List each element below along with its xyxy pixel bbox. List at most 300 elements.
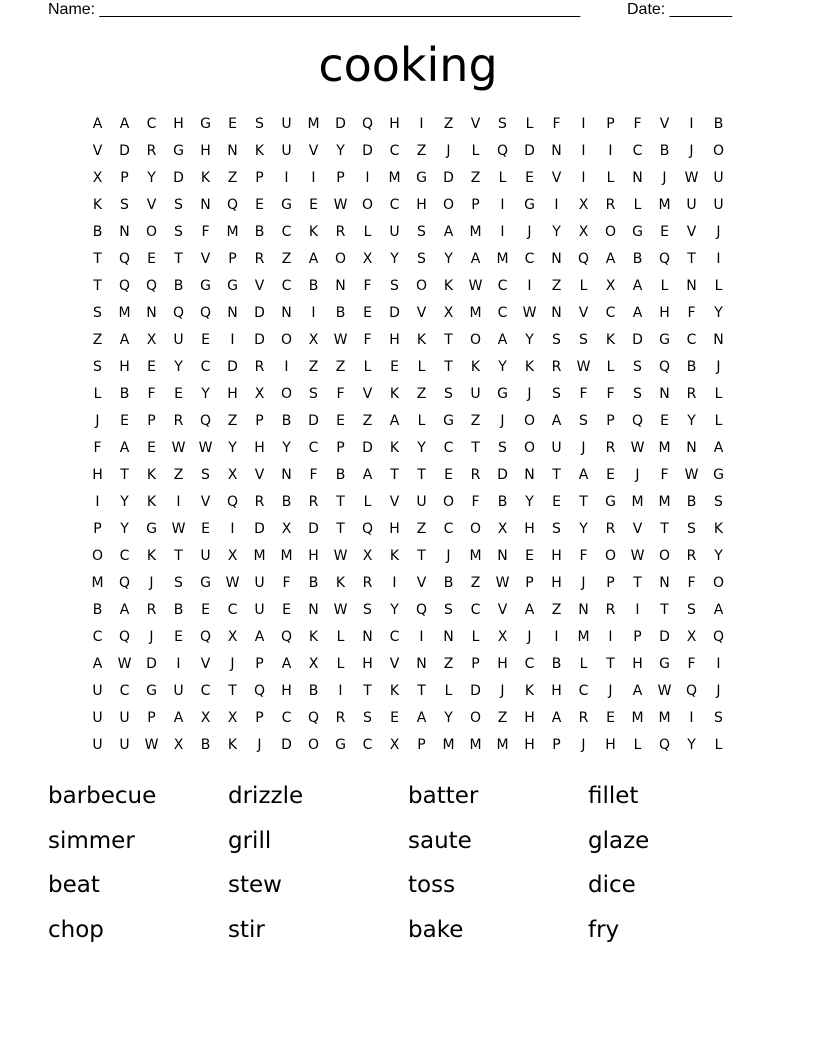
grid-letter: O [658, 548, 671, 564]
grid-letter: Z [416, 386, 427, 402]
grid-letter: N [281, 467, 292, 483]
grid-letter: X [308, 656, 319, 672]
grid-letter: F [552, 116, 561, 132]
grid-letter: D [173, 170, 184, 186]
grid-letter: P [336, 170, 345, 186]
grid-letter: M [469, 548, 482, 564]
grid-letter: Y [444, 251, 453, 267]
grid-letter: I [176, 494, 181, 510]
grid-letter: R [254, 494, 265, 510]
grid-letter: U [389, 224, 400, 240]
grid-letter: A [713, 602, 724, 618]
grid-letter: N [524, 467, 535, 483]
grid-letter: A [389, 413, 400, 429]
grid-letter: J [149, 575, 154, 591]
grid-letter: N [659, 575, 670, 591]
grid-letter: P [228, 251, 237, 267]
grid-letter: I [635, 602, 640, 618]
grid-letter: W [522, 305, 537, 321]
grid-letter: M [469, 224, 482, 240]
grid-letter: L [498, 170, 507, 186]
grid-letter: I [284, 359, 289, 375]
grid-letter: G [146, 683, 157, 699]
grid-letter: H [551, 548, 562, 564]
grid-letter: C [497, 305, 508, 321]
grid-letter: R [686, 548, 697, 564]
grid-letter: V [416, 305, 427, 321]
grid-letter: G [200, 116, 211, 132]
word-list-item: grill [228, 827, 272, 854]
grid-letter: I [716, 656, 721, 672]
grid-letter: N [578, 602, 589, 618]
grid-letter: Q [199, 413, 212, 429]
word-list-item: simmer [48, 827, 135, 854]
grid-letter: X [497, 521, 508, 537]
word-list-item: saute [408, 827, 472, 854]
grid-letter: E [120, 413, 129, 429]
grid-letter: X [200, 710, 211, 726]
grid-letter: S [633, 359, 642, 375]
grid-letter: A [119, 332, 130, 348]
grid-letter: N [335, 278, 346, 294]
grid-letter: G [227, 278, 238, 294]
grid-letter: N [308, 602, 319, 618]
grid-letter: B [308, 575, 319, 591]
grid-letter: D [308, 521, 319, 537]
grid-letter: R [254, 359, 265, 375]
grid-letter: L [714, 737, 723, 753]
grid-letter: Q [307, 710, 320, 726]
grid-letter: L [579, 656, 588, 672]
grid-letter: E [606, 467, 615, 483]
grid-letter: G [335, 737, 346, 753]
grid-letter: X [443, 305, 454, 321]
grid-letter: S [417, 251, 426, 267]
grid-letter: U [92, 737, 103, 753]
grid-letter: M [631, 494, 644, 510]
grid-letter: N [227, 305, 238, 321]
grid-letter: S [93, 359, 102, 375]
grid-letter: P [633, 629, 642, 645]
grid-letter: K [389, 440, 400, 456]
grid-letter: G [524, 197, 535, 213]
grid-letter: F [93, 440, 102, 456]
grid-letter: V [551, 170, 562, 186]
grid-letter: B [686, 494, 697, 510]
word-list-item: bake [408, 916, 464, 943]
grid-letter: S [552, 332, 561, 348]
grid-letter: Z [281, 251, 292, 267]
grid-letter: Q [577, 251, 590, 267]
grid-letter: D [362, 440, 373, 456]
grid-letter: J [500, 683, 505, 699]
grid-letter: S [579, 332, 588, 348]
grid-letter: Y [498, 359, 507, 375]
grid-letter: Q [172, 305, 185, 321]
grid-letter: A [470, 251, 481, 267]
grid-letter: D [254, 521, 265, 537]
grid-letter: K [335, 575, 346, 591]
word-list-item: barbecue [48, 783, 157, 809]
grid-letter: L [444, 683, 453, 699]
grid-letter: Q [361, 116, 374, 132]
grid-letter: A [281, 656, 292, 672]
grid-letter: T [471, 440, 480, 456]
grid-letter: F [579, 386, 588, 402]
grid-letter: R [578, 710, 589, 726]
grid-letter: Y [714, 305, 723, 321]
grid-letter: M [388, 170, 401, 186]
grid-letter: Q [226, 197, 239, 213]
grid-letter: S [714, 494, 723, 510]
grid-letter: M [469, 737, 482, 753]
grid-letter: C [92, 629, 103, 645]
grid-letter: P [336, 440, 345, 456]
grid-letter: Z [470, 413, 481, 429]
grid-letter: I [311, 305, 316, 321]
grid-row [84, 489, 734, 516]
grid-letter: N [443, 629, 454, 645]
grid-letter: M [658, 710, 671, 726]
grid-letter: G [605, 494, 616, 510]
grid-letter: C [119, 683, 130, 699]
grid-letter: L [336, 629, 345, 645]
grid-letter: E [201, 332, 210, 348]
grid-letter: M [658, 494, 671, 510]
grid-letter: C [362, 737, 373, 753]
grid-letter: V [254, 467, 265, 483]
grid-letter: H [497, 656, 508, 672]
grid-letter: F [363, 332, 372, 348]
grid-letter: I [284, 170, 289, 186]
grid-letter: W [333, 548, 348, 564]
grid-letter: S [174, 197, 183, 213]
grid-letter: S [579, 413, 588, 429]
grid-letter: M [91, 575, 104, 591]
grid-letter: S [255, 116, 264, 132]
name-field-label: Name: ______________________________________________________ [48, 1, 581, 18]
grid-letter: L [525, 116, 534, 132]
word-list-item: dice [588, 872, 636, 898]
grid-letter: D [335, 116, 346, 132]
grid-letter: R [686, 386, 697, 402]
grid-letter: J [716, 359, 721, 375]
grid-letter: N [146, 305, 157, 321]
grid-letter: G [713, 467, 724, 483]
grid-letter: T [228, 683, 237, 699]
word-list-item: stir [228, 916, 265, 943]
grid-letter: L [363, 359, 372, 375]
grid-letter: E [390, 710, 399, 726]
grid-letter: Q [658, 737, 671, 753]
grid-letter: K [416, 332, 427, 348]
grid-letter: Z [335, 359, 346, 375]
grid-letter: S [714, 710, 723, 726]
grid-letter: P [120, 170, 129, 186]
grid-letter: T [120, 467, 129, 483]
grid-letter: L [336, 656, 345, 672]
grid-letter: F [633, 116, 642, 132]
grid-letter: Z [551, 602, 562, 618]
grid-letter: Z [308, 359, 319, 375]
grid-row [84, 327, 734, 354]
grid-letter: O [469, 521, 482, 537]
grid-row [84, 273, 734, 300]
grid-letter: V [389, 494, 400, 510]
grid-letter: B [173, 278, 184, 294]
grid-letter: E [390, 359, 399, 375]
word-list-item: beat [48, 872, 100, 898]
page-title: cooking [318, 38, 498, 92]
grid-letter: E [228, 116, 237, 132]
grid-letter: N [659, 386, 670, 402]
grid-row [84, 219, 734, 246]
grid-letter: O [415, 278, 428, 294]
grid-letter: G [200, 278, 211, 294]
grid-letter: C [443, 440, 454, 456]
grid-letter: K [308, 224, 319, 240]
word-list [48, 778, 768, 956]
word-list-item: toss [408, 872, 456, 898]
grid-letter: X [92, 170, 103, 186]
grid-letter: E [282, 602, 291, 618]
grid-letter: W [333, 602, 348, 618]
grid-letter: H [119, 359, 130, 375]
grid-letter: D [659, 629, 670, 645]
grid-letter: S [552, 521, 561, 537]
grid-letter: E [606, 710, 615, 726]
grid-row [84, 597, 734, 624]
grid-letter: Z [92, 332, 103, 348]
grid-row [84, 705, 734, 732]
grid-letter: K [146, 467, 157, 483]
grid-letter: H [254, 440, 265, 456]
grid-letter: J [446, 143, 451, 159]
grid-letter: Y [390, 602, 399, 618]
grid-letter: O [334, 251, 347, 267]
grid-letter: B [92, 602, 103, 618]
grid-letter: Y [714, 548, 723, 564]
grid-letter: Q [145, 278, 158, 294]
grid-letter: Y [282, 440, 291, 456]
grid-letter: I [392, 575, 397, 591]
grid-letter: C [470, 602, 481, 618]
grid-letter: R [146, 143, 157, 159]
grid-letter: S [444, 386, 453, 402]
grid-letter: U [713, 197, 724, 213]
grid-letter: E [174, 386, 183, 402]
grid-letter: E [174, 629, 183, 645]
grid-letter: P [606, 575, 615, 591]
grid-letter: A [173, 710, 184, 726]
grid-letter: A [119, 116, 130, 132]
grid-letter: M [658, 440, 671, 456]
grid-letter: X [227, 629, 238, 645]
grid-letter: P [147, 710, 156, 726]
grid-letter: B [200, 737, 211, 753]
grid-letter: E [309, 197, 318, 213]
grid-letter: Z [416, 143, 427, 159]
grid-letter: Q [118, 278, 131, 294]
grid-letter: Y [201, 386, 210, 402]
grid-letter: W [171, 521, 186, 537]
grid-letter: G [416, 170, 427, 186]
grid-letter: A [362, 467, 373, 483]
grid-letter: N [632, 170, 643, 186]
grid-letter: O [604, 224, 617, 240]
grid-letter: P [255, 170, 264, 186]
grid-letter: A [92, 116, 103, 132]
grid-row [84, 246, 734, 273]
grid-letter: B [119, 386, 130, 402]
grid-letter: C [281, 278, 292, 294]
grid-letter: E [363, 305, 372, 321]
grid-letter: U [119, 737, 130, 753]
grid-letter: I [311, 170, 316, 186]
grid-letter: F [579, 548, 588, 564]
grid-letter: O [145, 224, 158, 240]
grid-letter: Y [525, 494, 534, 510]
grid-letter: L [471, 143, 480, 159]
grid-letter: C [497, 278, 508, 294]
header [48, 0, 748, 20]
grid-letter: T [660, 521, 669, 537]
grid-letter: I [365, 170, 370, 186]
grid-letter: O [280, 386, 293, 402]
grid-letter: I [500, 197, 505, 213]
grid-letter: V [659, 116, 670, 132]
grid-letter: J [581, 575, 586, 591]
grid-letter: N [551, 305, 562, 321]
grid-letter: I [176, 656, 181, 672]
letter-grid [84, 111, 734, 759]
grid-letter: T [687, 251, 696, 267]
grid-letter: K [146, 494, 157, 510]
grid-letter: U [173, 683, 184, 699]
grid-letter: S [552, 386, 561, 402]
grid-letter: X [146, 332, 157, 348]
grid-letter: A [416, 710, 427, 726]
grid-letter: C [632, 143, 643, 159]
grid-letter: I [689, 710, 694, 726]
grid-letter: O [604, 548, 617, 564]
grid-letter: O [442, 197, 455, 213]
grid-letter: J [257, 737, 262, 753]
grid-letter: N [119, 224, 130, 240]
grid-row [84, 624, 734, 651]
grid-letter: X [362, 548, 373, 564]
grid-letter: J [149, 629, 154, 645]
grid-letter: K [227, 737, 238, 753]
grid-letter: M [253, 548, 266, 564]
grid-letter: F [606, 386, 615, 402]
grid-letter: D [632, 332, 643, 348]
grid-letter: E [552, 494, 561, 510]
grid-row [84, 165, 734, 192]
grid-letter: M [496, 251, 509, 267]
grid-letter: C [524, 251, 535, 267]
grid-letter: C [578, 683, 589, 699]
grid-row [84, 435, 734, 462]
grid-letter: J [689, 143, 694, 159]
grid-letter: C [119, 548, 130, 564]
grid-letter: V [200, 251, 211, 267]
grid-letter: U [470, 386, 481, 402]
grid-letter: Y [579, 521, 588, 537]
grid-letter: P [93, 521, 102, 537]
grid-letter: Z [443, 656, 454, 672]
grid-letter: E [660, 413, 669, 429]
grid-letter: E [444, 467, 453, 483]
grid-letter: U [92, 683, 103, 699]
grid-letter: P [255, 710, 264, 726]
grid-letter: Z [443, 116, 454, 132]
grid-letter: L [606, 359, 615, 375]
grid-letter: D [254, 332, 265, 348]
grid-letter: H [416, 197, 427, 213]
grid-letter: S [201, 467, 210, 483]
grid-letter: D [119, 143, 130, 159]
grid-letter: N [281, 305, 292, 321]
grid-letter: X [308, 332, 319, 348]
grid-letter: C [281, 224, 292, 240]
grid-letter: M [469, 305, 482, 321]
grid-letter: Y [687, 737, 696, 753]
grid-letter: Y [552, 224, 561, 240]
grid-letter: T [174, 548, 183, 564]
grid-letter: C [200, 359, 211, 375]
grid-letter: V [92, 143, 103, 159]
grid-letter: Q [712, 629, 725, 645]
word-list-item: chop [48, 916, 104, 943]
grid-letter: W [225, 575, 240, 591]
grid-letter: S [363, 710, 372, 726]
date-field-label: Date: _______ [627, 1, 732, 18]
grid-letter: E [201, 521, 210, 537]
word-list-item: glaze [588, 827, 650, 854]
grid-letter: T [633, 575, 642, 591]
grid-letter: L [633, 737, 642, 753]
grid-letter: U [200, 548, 211, 564]
grid-letter: J [581, 737, 586, 753]
grid-letter: M [280, 548, 293, 564]
grid-letter: I [230, 521, 235, 537]
grid-row [84, 516, 734, 543]
grid-letter: F [336, 386, 345, 402]
grid-letter: M [658, 197, 671, 213]
grid-letter: E [147, 359, 156, 375]
grid-letter: D [497, 467, 508, 483]
grid-letter: W [630, 548, 645, 564]
grid-letter: A [254, 629, 265, 645]
grid-letter: T [363, 683, 372, 699]
grid-letter: T [417, 467, 426, 483]
grid-letter: Q [280, 629, 293, 645]
grid-letter: R [605, 602, 616, 618]
grid-letter: E [201, 602, 210, 618]
grid-letter: R [362, 575, 373, 591]
grid-letter: G [659, 332, 670, 348]
grid-letter: U [92, 710, 103, 726]
grid-letter: T [390, 467, 399, 483]
grid-letter: A [632, 305, 643, 321]
grid-letter: V [200, 656, 211, 672]
grid-letter: L [714, 413, 723, 429]
grid-letter: P [525, 575, 534, 591]
grid-letter: X [605, 278, 616, 294]
grid-letter: F [687, 656, 696, 672]
grid-letter: H [362, 656, 373, 672]
